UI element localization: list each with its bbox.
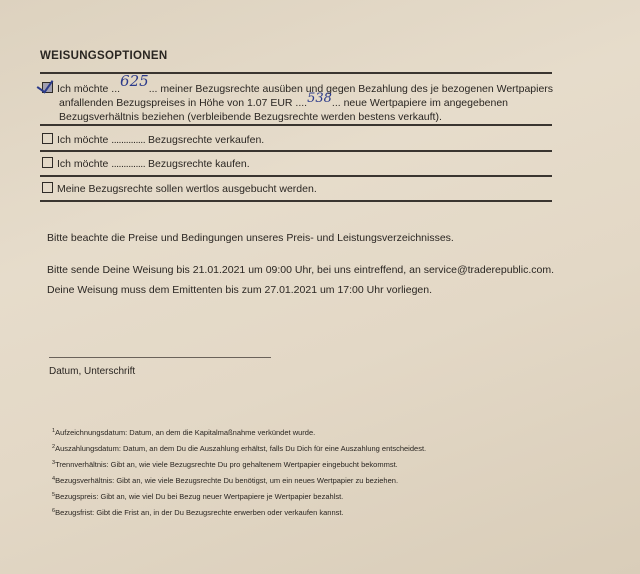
option-worthless	[42, 182, 317, 196]
exercise-checkbox[interactable]	[42, 82, 53, 93]
footnotes	[52, 424, 426, 520]
notice-issuer: Deine Weisung muss dem Emittenten bis zum 27.01.2021 um 17:00 Uhr vorliegen.	[47, 284, 433, 296]
buy-checkbox[interactable]	[42, 157, 53, 168]
notice-deadline: Bitte sende Deine Weisung bis 21.01.2021 um 09:00 Uhr, bei uns eintreffend, an service@traderepublic.com.	[47, 264, 554, 276]
handwritten-count[interactable]: 538	[307, 91, 332, 106]
blank-dots: ..............	[111, 158, 146, 170]
blank-dots: ...	[331, 97, 341, 109]
signature-label: Datum, Unterschrift	[49, 366, 136, 377]
option-buy	[42, 157, 250, 171]
blank-dots: ...	[111, 83, 121, 95]
option-worthless-text: Meine Bezugsrechte sollen wertlos ausgebucht werden.	[57, 183, 317, 195]
footnote: $^5$Bezugspreis: Gibt an, wie viel Du bei Bezug neuer Wertpapiere je Wertpapier bezahlst.	[52, 492, 344, 501]
blank-dots: ..............	[111, 134, 146, 146]
sell-checkbox[interactable]	[42, 133, 53, 144]
option-exercise-prefix: Ich möchte	[57, 83, 109, 95]
worthless-checkbox[interactable]	[42, 182, 53, 193]
divider	[40, 124, 552, 126]
divider	[40, 72, 552, 74]
option-exercise	[42, 72, 554, 124]
section-title: WEISUNGSOPTIONEN	[40, 50, 168, 62]
option-exercise-text-a: meiner Bezugsrechte ausüben und gegen Bezahlung des je bezogenen Wertpapiers	[160, 83, 554, 95]
option-exercise-text-b: anfallenden Bezugspreises in Höhe von 1.07 EUR	[59, 97, 293, 109]
divider	[40, 175, 552, 177]
option-sell	[42, 133, 264, 147]
divider	[40, 200, 552, 202]
footnote: $^1$Aufzeichnungsdatum: Datum, an dem die Kapitalmaßnahme verkündet wurde.	[52, 428, 316, 437]
signature-line[interactable]	[49, 357, 271, 358]
footnote: $^3$Trennverhältnis: Gibt an, wie viele Bezugsrechte Du pro gehaltenem Wertpapier eingebucht bekommst.	[52, 460, 398, 469]
option-buy-prefix: Ich möchte	[57, 158, 109, 170]
option-sell-text: Bezugsrechte verkaufen.	[148, 134, 265, 146]
option-exercise-text-d: Bezugsverhältnis beziehen (verbleibende Bezugsrechte werden bestens verkauft).	[59, 111, 442, 123]
footnote: $^4$Bezugsverhältnis: Gibt an, wie viele Bezugsrechte Du benötigst, um ein neues Wertpapier zu beziehen.	[52, 476, 399, 485]
footnote: $^6$Bezugsfrist: Gibt die Frist an, in der Du Bezugsrechte erwerben oder verkaufen kannst.	[52, 508, 344, 517]
handwritten-quantity[interactable]: 625	[120, 72, 149, 90]
notice-prices: Bitte beachte die Preise und Bedingungen unseres Preis- und Leistungsverzeichnisses.	[47, 232, 454, 244]
option-buy-text: Bezugsrechte kaufen.	[148, 158, 250, 170]
option-sell-prefix: Ich möchte	[57, 134, 109, 146]
footnote: $^2$Auszahlungsdatum: Datum, an dem Du die Auszahlung erhältst, falls Du Dich für eine Auszahlung entscheidest.	[52, 444, 427, 453]
option-exercise-text-c: neue Wertpapiere im angegebenen	[343, 97, 509, 109]
blank-dots: ...	[148, 83, 158, 95]
blank-dots: ....	[295, 97, 308, 109]
divider	[40, 150, 552, 152]
